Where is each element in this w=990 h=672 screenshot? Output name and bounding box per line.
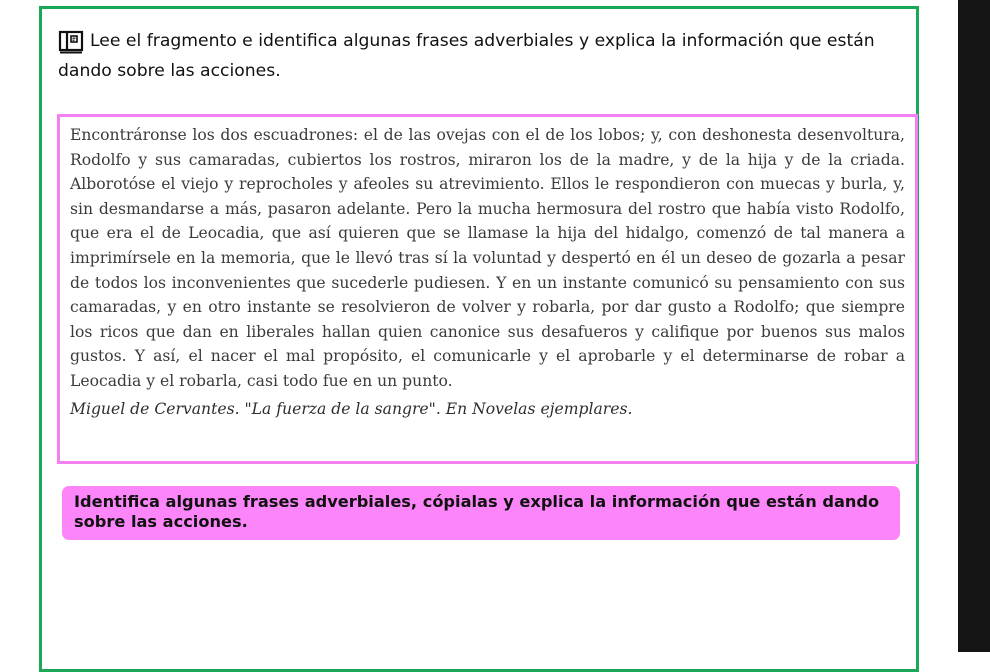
task-prompt-box [62,486,900,540]
task-prompt-text: Identifica algunas frases adverbiales, cópialas y explica la información que están dando sobre las acciones. [74,492,880,531]
passage-text: Encontráronse los dos escuadrones: el de las ovejas con el de los lobos; y, con deshonesta desenvoltura, Rodolfo y sus camaradas, cubiertos los rostros, miraron los de la madre, y de la hija y de la criada. Alborotóse el viejo y reprocholes y afeoles su atrevimiento. Ellos le respondieron con muecas y burla, y, sin desmandarse a más, pasaron adelante. Pero la mucha hermosura del rostro que había visto Rodolfo, que era el de Leocadia, que así quieren que se llamase la hija del hidalgo, comenzó de tal manera a imprimírsele en la memoria, que le llevó tras sí la voluntad y despertó en él un deseo de gozarla a pesar de todos los inconvenientes que sucederle pudiesen. Y en un instante comunicó su pensamiento con sus camaradas, y en otro instante se resolvieron de volver y robarla, por dar gusto a Rodolfo; que siempre los ricos que dan en liberales hallan quien canonice sus desafueros y califique por buenos sus malos gustos. Y así, el nacer el mal propósito, el comunicarle y el aprobarle y el determinarse de robar a Leocadia y el robarla, casi todo fue en un punto. [70,126,905,390]
passage-attribution: Miguel de Cervantes. "La fuerza de la sangre". En Novelas ejemplares. [70,399,633,418]
instruction [58,30,898,82]
reading-passage [57,114,918,464]
instruction-text: Lee el fragmento e identifica algunas frases adverbiales y explica la información que están dando sobre las acciones. [58,31,875,81]
book-reading-icon [58,30,84,60]
right-edge-bar [958,0,990,652]
